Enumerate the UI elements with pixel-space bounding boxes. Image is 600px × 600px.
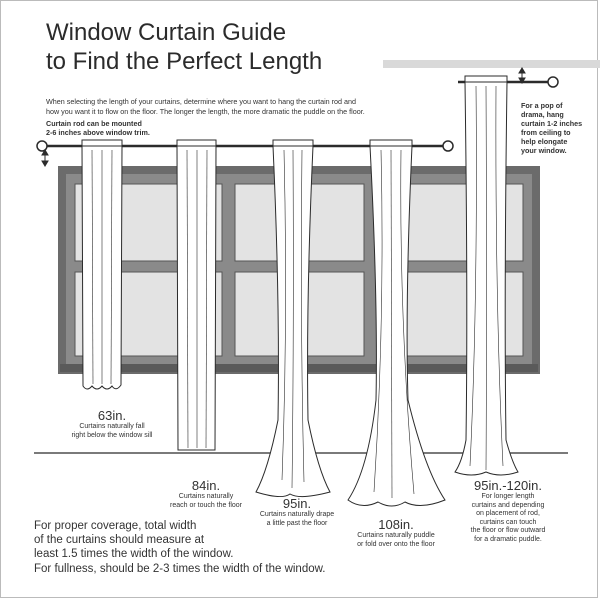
title-line-2: to Find the Perfect Length [46,48,323,75]
drama-note-line-3: curtain 1-2 inches [521,119,583,128]
length-desc: curtains can touch [479,518,537,526]
length-desc: the floor or flow outward [470,527,546,534]
title-line-1: Window Curtain Guide [46,19,287,46]
length-desc: Curtains naturally [178,493,234,500]
curtain-84in [177,140,216,450]
length-desc: For longer length [481,493,535,500]
rod-note-line-2: 2-6 inches above window trim. [46,128,150,137]
length-desc: a little past the floor [266,519,328,527]
length-desc: or fold over onto the floor [357,540,435,548]
coverage-note [34,519,374,576]
rod-mount-note [46,119,176,137]
drama-note-line-5: help elongate [521,137,568,146]
length-desc: Curtains naturally fall [79,423,145,430]
coverage-line-3: least 1.5 times the width of the window. [34,548,234,561]
drama-note-line-6: your window. [521,146,567,155]
length-desc: Curtains naturally puddle [357,532,435,539]
drama-note-line-2: drama, hang [521,110,564,119]
drama-note [521,101,600,155]
length-desc: reach or touch the floor [170,501,242,509]
rod-finial-right [443,141,453,151]
length-size: 95in.-120in. [474,478,542,493]
length-label-95-120in [444,478,572,544]
length-desc: for a dramatic puddle. [474,535,542,543]
intro-line-1: When selecting the length of your curtains, determine where you want to hang the curtain rod and [46,97,357,106]
coverage-line-4: For fullness, should be 2-3 times the width of the window. [34,562,326,575]
length-size: 108in. [378,517,414,532]
drama-note-line-1: For a pop of [521,101,563,110]
length-desc: Curtains naturally drape [259,511,335,518]
length-size: 95in. [282,496,312,511]
length-desc: on placement of rod, [476,510,540,517]
length-size: 84in. [191,478,221,493]
length-desc: right below the window sill [71,431,153,439]
mount-height-arrow [42,150,48,166]
rod-note-line-1: Curtain rod can be mounted [46,119,142,128]
rod-finial-left [37,141,47,151]
coverage-line-2: of the curtains should measure at [34,534,205,547]
intro-line-2: how you want it to flow on the floor. The longer the length, the more dramatic the puddle on the floor. [46,106,365,116]
drama-note-line-4: from ceiling to [521,128,571,137]
length-desc: curtains and depending [471,501,545,509]
intro-text [46,97,458,116]
coverage-line-1: For proper coverage, total width [34,520,197,532]
rod-finial-right [548,77,558,87]
length-size: 63in. [97,408,127,423]
length-label-63in [52,408,172,440]
curtain-63in [82,140,122,389]
